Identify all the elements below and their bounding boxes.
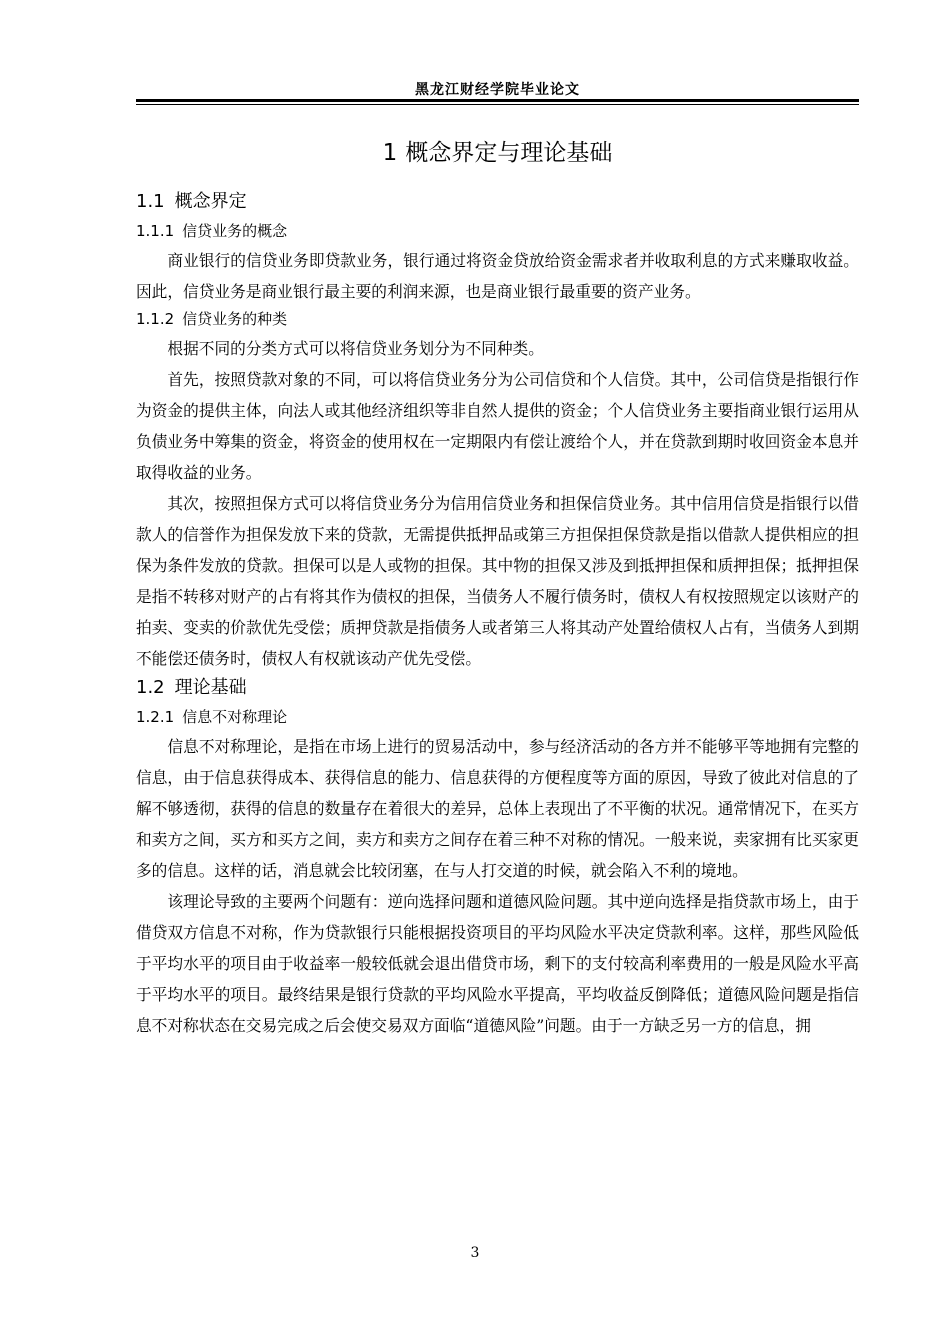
subsection-title: 信贷业务的概念: [182, 222, 288, 240]
page-body: [136, 128, 859, 1041]
subsection-number: 1.1.1: [136, 222, 175, 240]
subsection-number: 1.2.1: [136, 708, 175, 726]
paragraph: 根据不同的分类方式可以将信贷业务划分为不同种类。: [167, 339, 544, 358]
subsection-heading-1-1-2: [136, 307, 859, 331]
subsection-title: 信贷业务的种类: [182, 310, 288, 328]
chapter-title-text: 概念界定与理论基础: [405, 140, 613, 166]
subsection-title: 信息不对称理论: [182, 708, 288, 726]
section-heading-1-1: [136, 188, 859, 216]
paragraph: 该理论导致的主要两个问题有：逆向选择问题和道德风险问题。其中逆向选择是指贷款市场上，由于借贷双方信息不对称，作为贷款银行只能根据投资项目的平均风险水平决定贷款利率。这样，那些风险低于平均水平的项目由于收益率一般较低就会退出借贷市场，剩下的支付较高利率费用的一般是风险水平高于平均水平的项目。最终结果是银行贷款的平均风险水平提高，平均收益反倒降低；道德风险问题是指信息不对称状态在交易完成之后会使交易双方面临“道德风险”问题。由于一方缺乏另一方的信息，拥: [136, 892, 859, 1035]
section-title: 概念界定: [174, 191, 247, 212]
subsection-heading-1-1-1: [136, 219, 859, 243]
chapter-title: [136, 132, 859, 174]
section-heading-1-2: [136, 674, 859, 702]
subsection-number: 1.1.2: [136, 310, 175, 328]
header-rule-thin: [136, 104, 859, 105]
paragraph: 商业银行的信贷业务即贷款业务，银行通过将资金贷放给资金需求者并收取利息的方式来赚取收益。因此，信贷业务是商业银行最主要的利润来源，也是商业银行最重要的资产业务。: [136, 251, 859, 301]
section-number: 1.2: [136, 677, 165, 698]
page-number: 3: [470, 1245, 480, 1261]
paragraph: 信息不对称理论，是指在市场上进行的贸易活动中，参与经济活动的各方并不能够平等地拥有完整的信息，由于信息获得成本、获得信息的能力、信息获得的方便程度等方面的原因，导致了彼此对信息的了解不够透彻，获得的信息的数量存在着很大的差异，总体上表现出了不平衡的状况。通常情况下，在买方和卖方之间，买方和买方之间，卖方和卖方之间存在着三种不对称的情况。一般来说，卖家拥有比买家更多的信息。这样的话，消息就会比较闭塞，在与人打交道的时候，就会陷入不利的境地。: [136, 737, 859, 880]
section-number: 1.1: [136, 191, 165, 212]
subsection-heading-1-2-1: [136, 705, 859, 729]
paragraph: 首先，按照贷款对象的不同，可以将信贷业务分为公司信贷和个人信贷。其中，公司信贷是指银行作为资金的提供主体，向法人或其他经济组织等非自然人提供的资金；个人信贷业务主要指商业银行运用从负债业务中筹集的资金，将资金的使用权在一定期限内有偿让渡给个人，并在贷款到期时收回资金本息并取得收益的业务。: [136, 370, 859, 482]
running-header: 黑龙江财经学院毕业论文: [415, 82, 580, 98]
section-title: 理论基础: [174, 677, 247, 698]
chapter-number: 1: [382, 140, 398, 166]
paragraph: 其次，按照担保方式可以将信贷业务分为信用信贷业务和担保信贷业务。其中信用信贷是指银行以借款人的信誉作为担保发放下来的贷款，无需提供抵押品或第三方担保担保贷款是指以借款人提供相应的担保为条件发放的贷款。担保可以是人或物的担保。其中物的担保又涉及到抵押担保和质押担保；抵押担保是指不转移对财产的占有将其作为债权的担保，当债务人不履行债务时，债权人有权按照规定以该财产的拍卖、变卖的价款优先受偿；质押贷款是指债务人或者第三人将其动产处置给债权人占有，当债务人到期不能偿还债务时，债权人有权就该动产优先受偿。: [136, 494, 859, 668]
header-rule-thick: [136, 99, 859, 102]
